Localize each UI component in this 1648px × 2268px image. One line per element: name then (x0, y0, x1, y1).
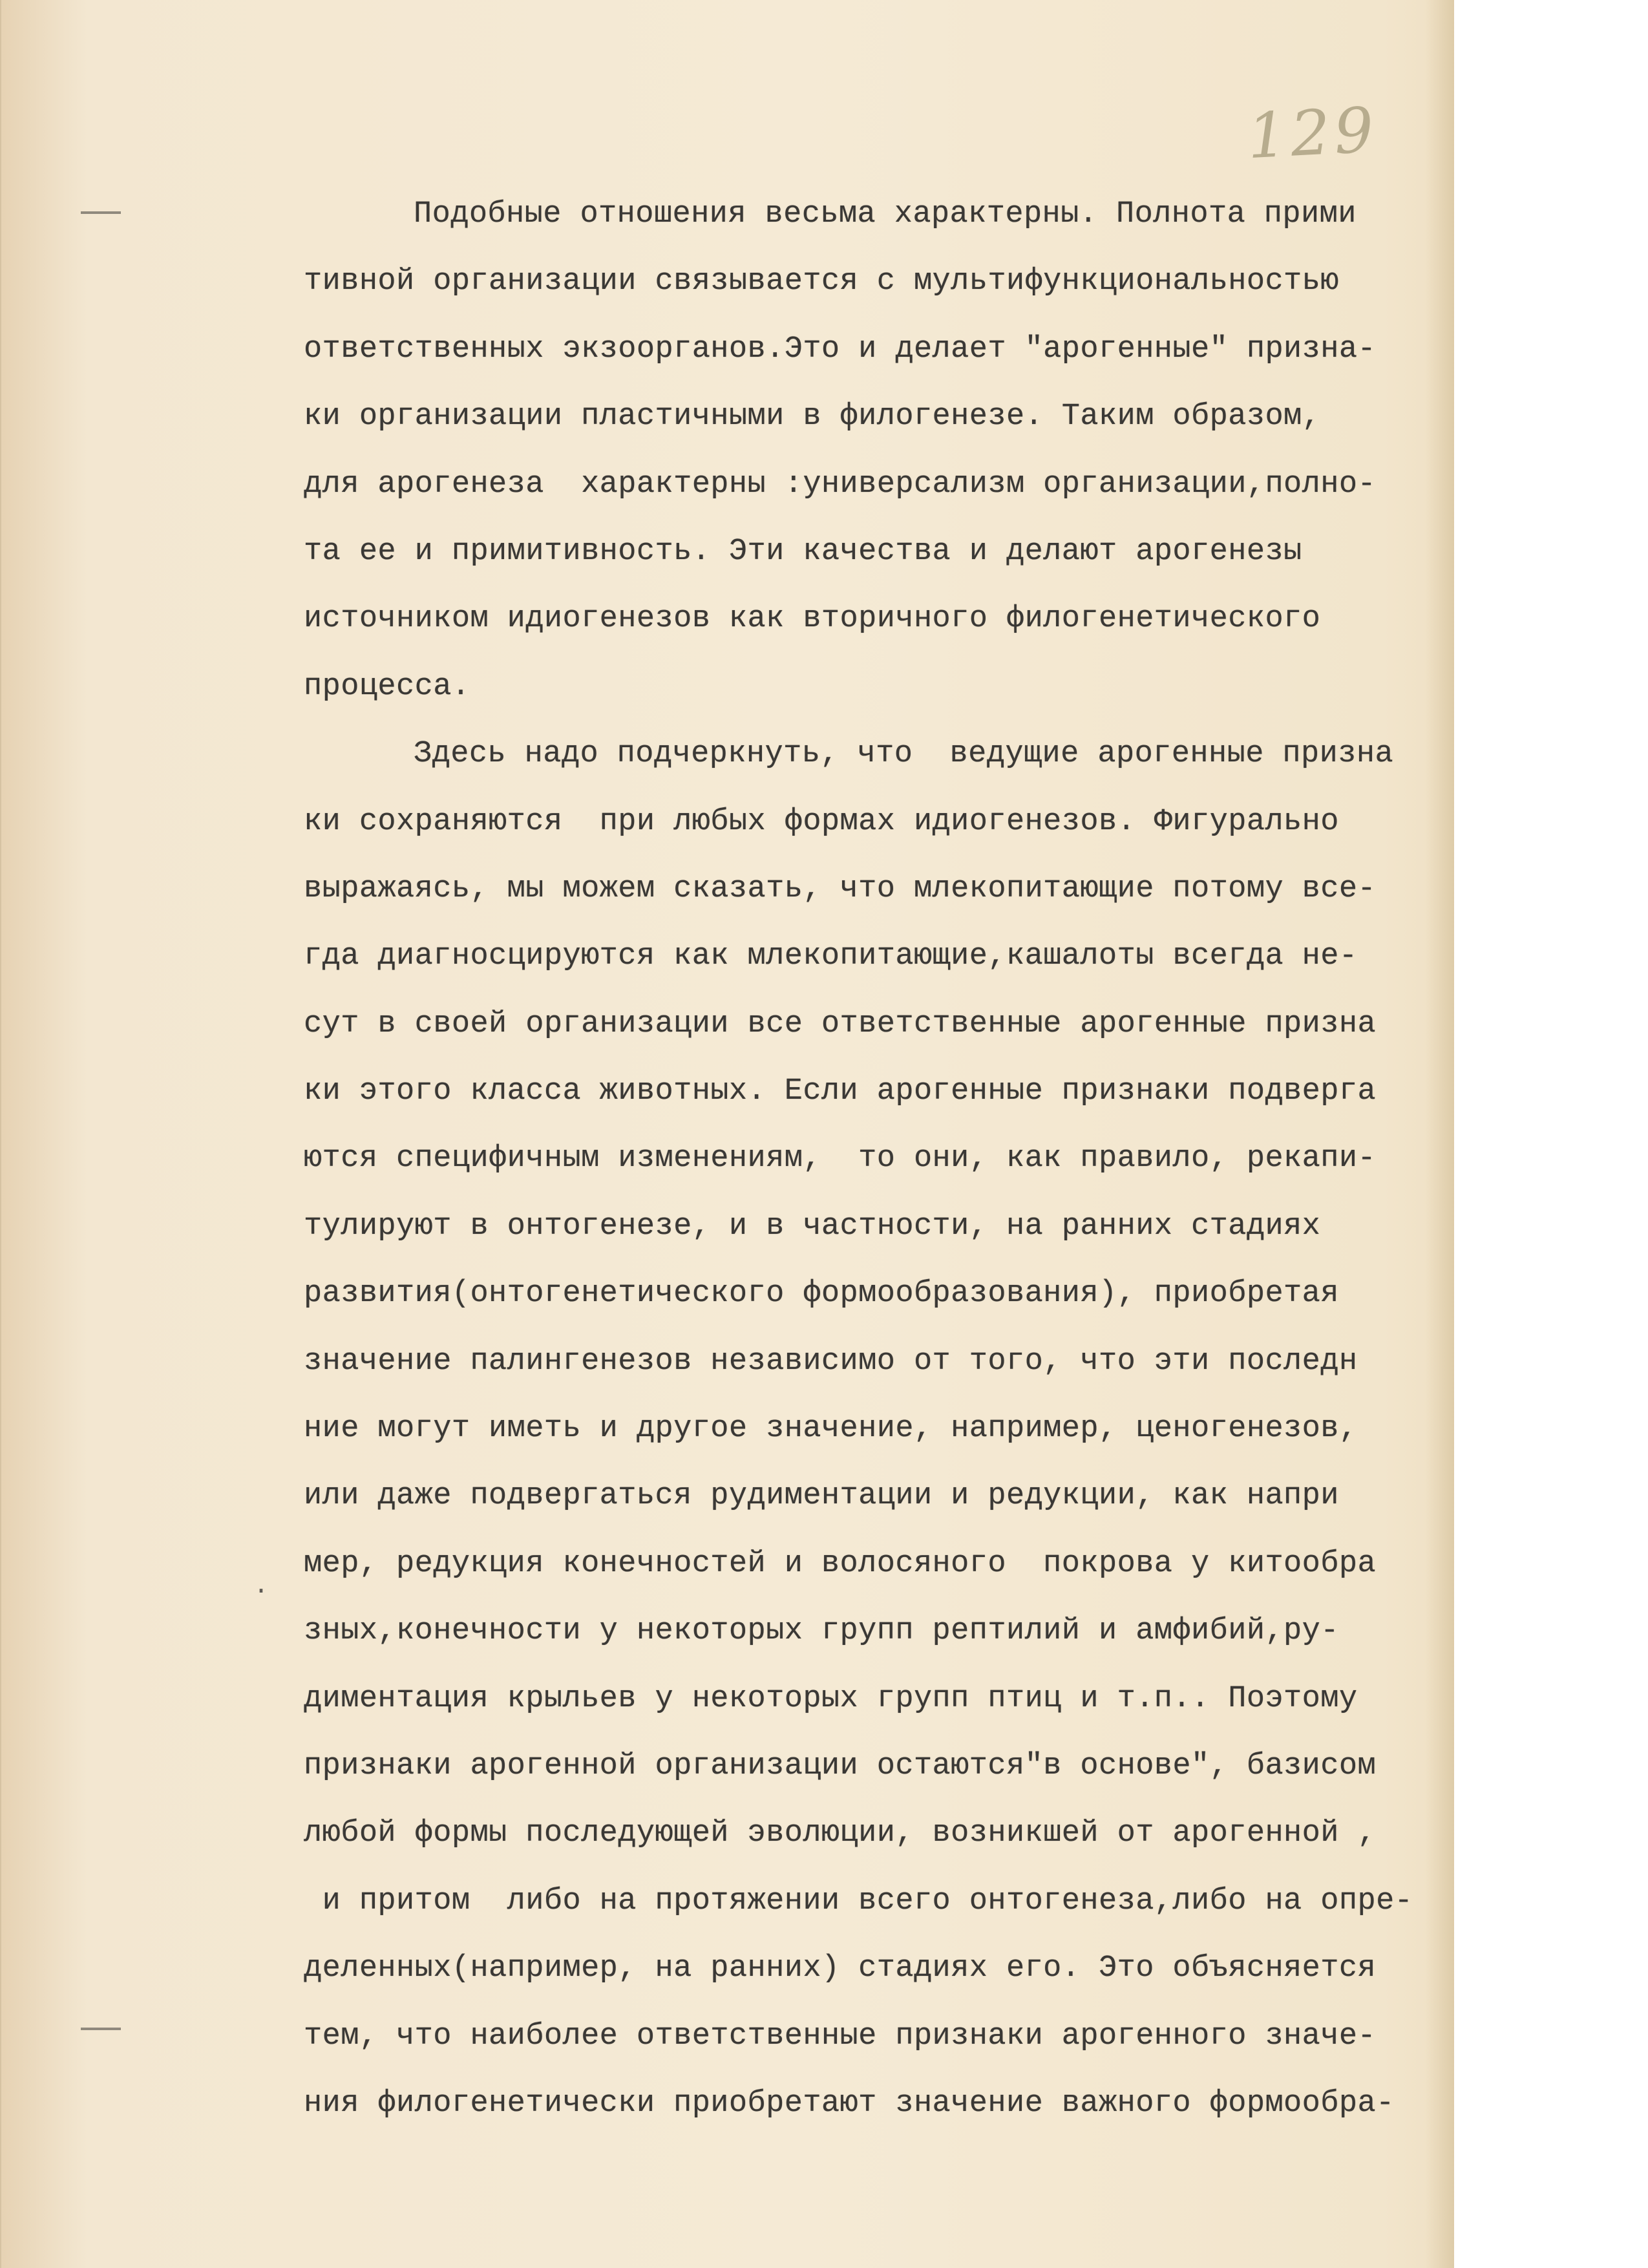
text-line: и притом либо на протяжении всего онтогенеза,либо на опре- (304, 1883, 1413, 1918)
binding-mark-bottom (81, 2028, 121, 2030)
text-line: значение палингенезов независимо от того, что эти последн (304, 1344, 1358, 1379)
page-number: 129 (1245, 93, 1380, 173)
text-line: Подобные отношения весьма характерны. Полнота прими (414, 197, 1357, 231)
text-line: тивной организации связывается с мультифункциональностью (304, 264, 1339, 299)
text-line: Здесь надо подчеркнуть, что ведущие арогенные призна (414, 737, 1394, 772)
text-line: сут в своей организации все ответственные арогенные призна (304, 1006, 1377, 1041)
text-line: тулируют в онтогенезе, и в частности, на ранних стадиях (304, 1209, 1321, 1244)
text-line: ния филогенетически приобретают значение важного формообра- (304, 2086, 1395, 2121)
text-line: процесса. (304, 669, 470, 704)
text-line: источником идиогенезов как вторичного филогенетического (304, 602, 1321, 637)
text-line: деленных(например, на ранних) стадиях его. Это объясняется (304, 1951, 1377, 1986)
text-line: признаки арогенной организации остаются"в основе", базисом (304, 1748, 1377, 1783)
text-line: ки организации пластичными в филогенезе. Таким образом, (304, 399, 1321, 434)
text-line: для арогенеза характерны :универсализм организации,полно- (304, 467, 1377, 502)
ink-speck: · (253, 1577, 269, 1606)
text-line: ки этого класса животных. Если арогенные признаки подверга (304, 1074, 1377, 1109)
text-line: диментация крыльев у некоторых групп птиц и т.п.. Поэтому (304, 1681, 1358, 1716)
text-line: ответственных экзоорганов.Это и делает "арогенные" призна- (304, 332, 1377, 366)
text-line: тем, что наиболее ответственные признаки арогенного значе- (304, 2019, 1377, 2053)
text-line: или даже подвергаться рудиментации и редукции, как напри (304, 1479, 1339, 1514)
text-line: та ее и примитивность. Эти качества и делают арогенезы (304, 534, 1302, 569)
text-line: выражаясь, мы можем сказать, что млекопитающие потому все- (304, 871, 1377, 906)
body-text (304, 181, 1474, 2137)
text-line: гда диагносцируются как млекопитающие,кашалоты всегда не- (304, 939, 1358, 974)
text-line: ки сохраняются при любых формах идиогенезов. Фигурально (304, 804, 1339, 839)
text-line: любой формы последующей эволюции, возникшей от арогенной , (304, 1816, 1377, 1851)
text-line: развития(онтогенетического формообразования), приобретая (304, 1277, 1339, 1311)
text-line: зных,конечности у некоторых групп рептилий и амфибий,ру- (304, 1614, 1339, 1649)
text-line: мер, редукция конечностей и волосяного покрова у китообра (304, 1546, 1377, 1581)
text-line: ются специфичным изменениям, то они, как правило, рекапи- (304, 1141, 1377, 1176)
binding-mark-top (81, 211, 121, 214)
text-line: ние могут иметь и другое значение, например, ценогенезов, (304, 1412, 1358, 1447)
